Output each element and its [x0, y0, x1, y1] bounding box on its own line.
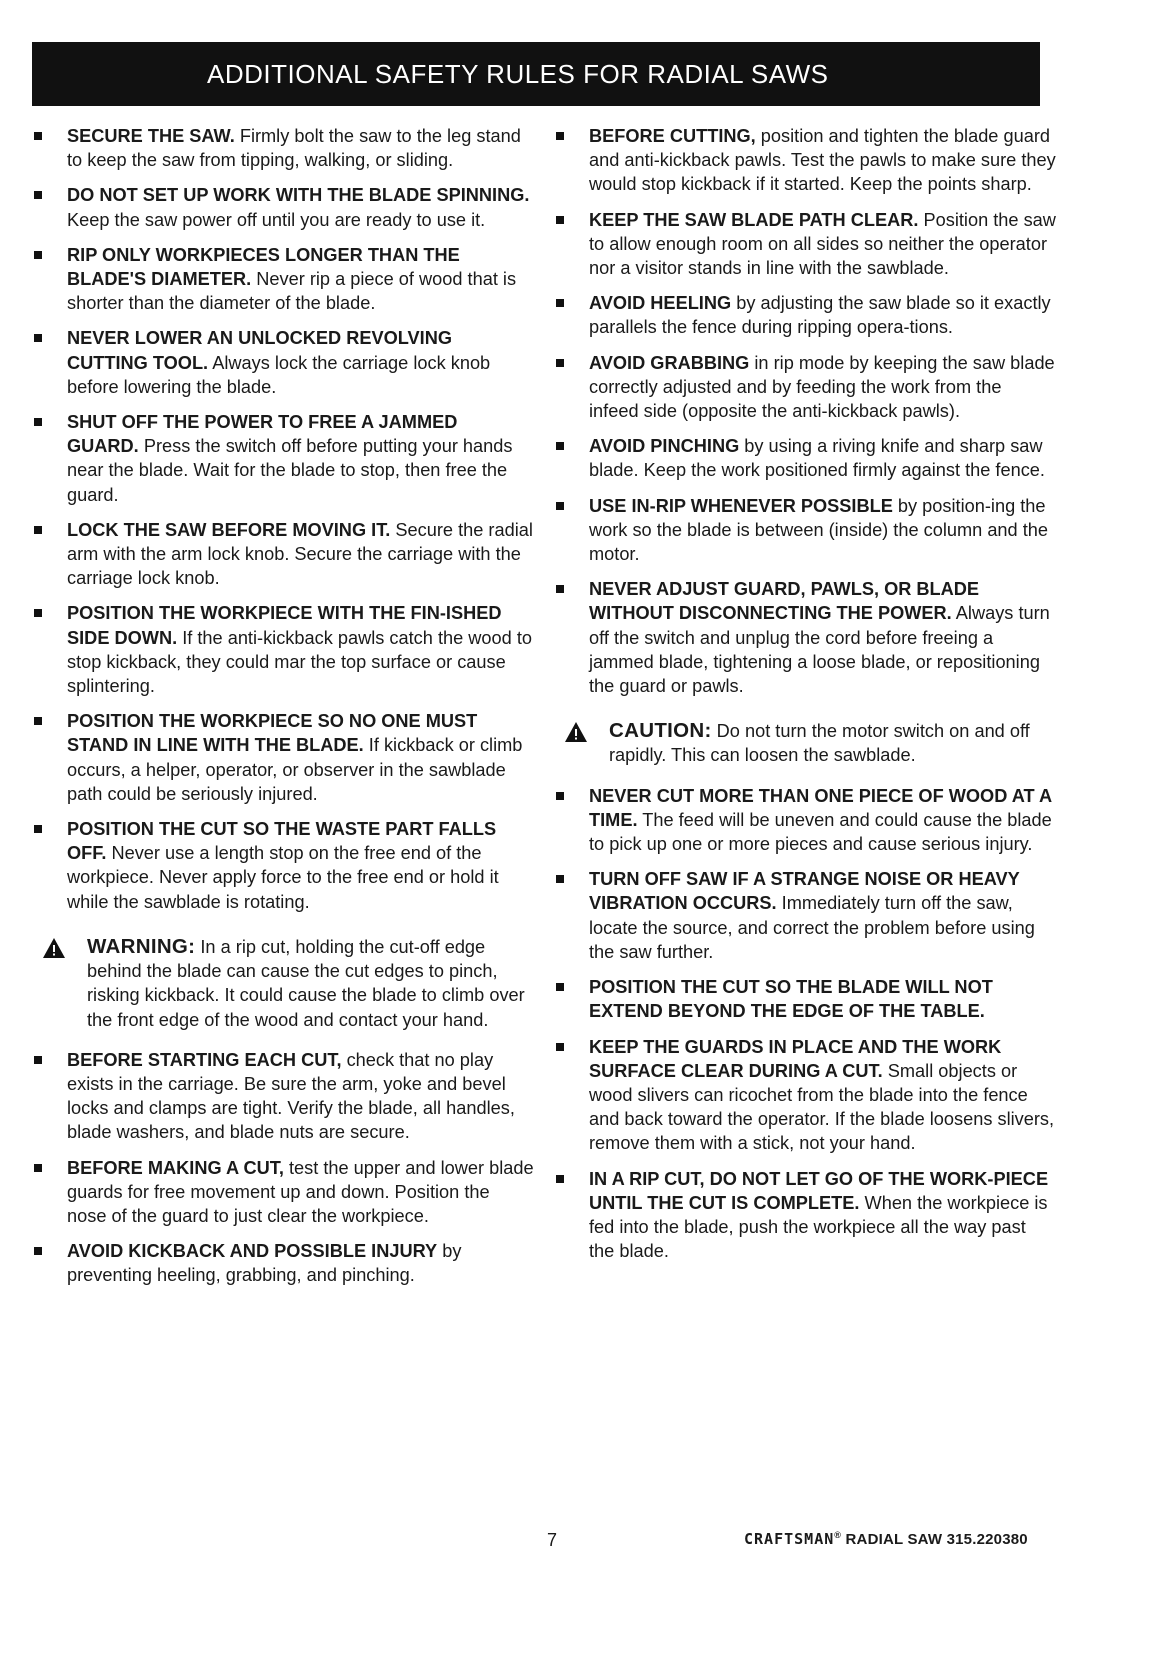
section-banner: [32, 42, 1040, 106]
square-bullet-icon: [556, 132, 564, 140]
square-bullet-icon: [556, 502, 564, 510]
rule-text: Position the saw to allow enough room on all sides so neither the operator nor a visitor stands in line with the sawblade.: [589, 209, 1056, 279]
rule-text: Never rip a piece of wood that is shorter than the diameter of the blade.: [67, 269, 517, 314]
rule-heading: AVOID PINCHING: [589, 436, 740, 457]
rule-text: Secure the radial arm with the arm lock knob. Secure the carriage with the carriage lock knob.: [67, 519, 533, 589]
rule-heading: RIP ONLY WORKPIECES LONGER THAN THE BLADE'S DIAMETER.: [67, 244, 460, 290]
square-bullet-icon: [34, 418, 42, 426]
rule-text: If kickback or climb occurs, a helper, operator, or observer in the sawblade path could be seriously injured.: [67, 735, 523, 804]
rule-heading: AVOID GRABBING: [589, 352, 750, 373]
square-bullet-icon: [34, 132, 42, 140]
square-bullet-icon: [34, 609, 42, 617]
square-bullet-icon: [556, 792, 564, 800]
section-title: ADDITIONAL SAFETY RULES FOR RADIAL SAWS: [207, 58, 829, 89]
rule-heading: KEEP THE SAW BLADE PATH CLEAR.: [589, 209, 919, 230]
safety-rule: [34, 410, 534, 507]
rule-text: When the workpiece is fed into the blade, push the workpiece all the way past the blade.: [589, 1192, 1048, 1262]
rule-heading: BEFORE STARTING EACH CUT,: [67, 1049, 342, 1070]
rule-heading: SECURE THE SAW.: [67, 126, 235, 146]
rule-heading: POSITION THE WORKPIECE WITH THE FIN-ISHED SIDE DOWN.: [67, 603, 502, 648]
square-bullet-icon: [556, 1043, 564, 1051]
safety-notice: [34, 935, 534, 1032]
square-bullet-icon: [34, 825, 42, 833]
rule-heading: NEVER LOWER AN UNLOCKED REVOLVING CUTTING TOOL.: [67, 328, 452, 373]
safety-rule: [556, 208, 1056, 281]
model-label: RADIAL SAW 315.220380: [845, 1531, 1028, 1548]
square-bullet-icon: [556, 359, 564, 367]
rule-text: by position-ing the work so the blade is between (inside) the column and the motor.: [589, 495, 1048, 565]
safety-rule: [556, 1167, 1056, 1264]
rule-text: Always lock the carriage lock knob before lowering the blade.: [67, 352, 491, 397]
square-bullet-icon: [556, 983, 564, 991]
safety-rule: [34, 1048, 534, 1145]
rule-text: The feed will be uneven and could cause the blade to pick up one or more pieces and cause serious injury.: [589, 809, 1052, 855]
square-bullet-icon: [556, 1175, 564, 1183]
square-bullet-icon: [34, 1247, 42, 1255]
rule-heading: KEEP THE GUARDS IN PLACE AND THE WORK SURFACE CLEAR DURING A CUT.: [589, 1036, 1002, 1081]
square-bullet-icon: [34, 717, 42, 725]
square-bullet-icon: [556, 875, 564, 883]
rule-heading: DO NOT SET UP WORK WITH THE BLADE SPINNING.: [67, 185, 530, 206]
rule-text: Always turn off the switch and unplug the cord before freeing a jammed blade, tightening a loose blade, or repositioning the guard or pawls.: [589, 603, 1050, 697]
safety-rule: [556, 291, 1056, 339]
rule-text: by using a riving knife and sharp saw blade. Keep the work positioned firmly against the fence.: [589, 436, 1045, 481]
notice-heading: CAUTION:: [609, 719, 712, 743]
square-bullet-icon: [34, 334, 42, 342]
safety-rule: [556, 124, 1056, 197]
safety-rule: [556, 867, 1056, 964]
safety-rule: [556, 1035, 1056, 1156]
square-bullet-icon: [34, 191, 42, 199]
safety-rule: [34, 601, 534, 698]
rule-heading: SHUT OFF THE POWER TO FREE A JAMMED GUARD.: [67, 412, 458, 457]
warning-triangle-icon: [564, 721, 588, 743]
square-bullet-icon: [34, 1164, 42, 1172]
rule-heading: IN A RIP CUT, DO NOT LET GO OF THE WORK-PIECE UNTIL THE CUT IS COMPLETE.: [589, 1168, 1049, 1213]
right-column: [556, 124, 1056, 1274]
safety-rule: [34, 183, 534, 231]
rule-heading: BEFORE CUTTING,: [589, 126, 756, 146]
safety-rule: [556, 975, 1056, 1023]
safety-rule: [556, 577, 1056, 698]
rule-text: Never use a length stop on the free end of the workpiece. Never apply force to the free end or hold it while the sawblade is rotating.: [67, 843, 499, 912]
safety-rule: [34, 518, 534, 591]
safety-rule: [34, 817, 534, 914]
safety-rule: [34, 243, 534, 316]
safety-rule: [34, 326, 534, 399]
rule-heading: NEVER ADJUST GUARD, PAWLS, OR BLADE WITHOUT DISCONNECTING THE POWER.: [589, 579, 980, 624]
rule-heading: USE IN-RIP WHENEVER POSSIBLE: [589, 495, 893, 516]
rule-text: Firmly bolt the saw to the leg stand to keep the saw from tipping, walking, or sliding.: [67, 126, 521, 171]
rule-heading: POSITION THE WORKPIECE SO NO ONE MUST STAND IN LINE WITH THE BLADE.: [67, 711, 478, 756]
rule-text: Press the switch off before putting your hands near the blade. Wait for the blade to stop, then free the guard.: [67, 436, 513, 505]
square-bullet-icon: [556, 216, 564, 224]
rule-heading: NEVER CUT MORE THAN ONE PIECE OF WOOD AT A TIME.: [589, 785, 1052, 830]
brand-logo: CRAFTSMAN: [744, 1530, 835, 1548]
rule-text: Keep the saw power off until you are ready to use it.: [67, 209, 486, 230]
square-bullet-icon: [556, 299, 564, 307]
square-bullet-icon: [34, 251, 42, 259]
rule-heading: AVOID KICKBACK AND POSSIBLE INJURY: [67, 1241, 438, 1262]
rule-text: test the upper and lower blade guards for free movement up and down. Position the nose of the guard to just clear the workpiece.: [67, 1157, 534, 1226]
rule-heading: POSITION THE CUT SO THE WASTE PART FALLS OFF.: [67, 819, 497, 864]
safety-rule: [556, 494, 1056, 567]
safety-rule: [34, 709, 534, 806]
rule-heading: TURN OFF SAW IF A STRANGE NOISE OR HEAVY VIBRATION OCCURS.: [589, 869, 1020, 914]
rule-text: in rip mode by keeping the saw blade correctly adjusted and by feeding the work from the infeed side (opposite the anti-kickback pawls).: [589, 352, 1055, 422]
rule-text: by adjusting the saw blade so it exactly parallels the fence during ripping opera-tions.: [589, 293, 1051, 338]
safety-rule: [556, 784, 1056, 857]
notice-text: Do not turn the motor switch on and off rapidly. This can loosen the sawblade.: [609, 721, 1030, 766]
rule-heading: LOCK THE SAW BEFORE MOVING IT.: [67, 519, 391, 540]
safety-rule: [556, 434, 1056, 482]
square-bullet-icon: [556, 585, 564, 593]
notice-text: In a rip cut, holding the cut-off edge behind the blade can cause the cut edges to pinch, risking kickback. It could cause the blade to climb over the front edge of the wood and contact your hand.: [87, 936, 525, 1030]
rule-heading: POSITION THE CUT SO THE BLADE WILL NOT EXTEND BEYOND THE EDGE OF THE TABLE.: [589, 977, 993, 1022]
square-bullet-icon: [556, 442, 564, 450]
footer-brand-model: [744, 1530, 1028, 1548]
rule-heading: AVOID HEELING: [589, 293, 732, 314]
square-bullet-icon: [34, 1056, 42, 1064]
left-column: [34, 124, 534, 1299]
rule-text: Small objects or wood slivers can ricochet from the blade into the fence and back toward the operator. If the blade loosens slivers, remove them with a stick, not your hand.: [589, 1060, 1055, 1154]
trademark: ®: [834, 1530, 842, 1540]
rule-text: check that no play exists in the carriage. Be sure the arm, yoke and bevel locks and clamps are tight. Verify the blade, all handles, blade washers, and blade nuts are secure.: [67, 1049, 515, 1143]
square-bullet-icon: [34, 526, 42, 534]
safety-rule: [34, 124, 534, 172]
rule-text: position and tighten the blade guard and anti-kickback pawls. Test the pawls to make sure they would stop kickback if it started. Keep the points sharp.: [589, 126, 1056, 195]
rule-text: If the anti-kickback pawls catch the wood to stop kickback, they could mar the top surface or cause splintering.: [67, 627, 532, 697]
warning-triangle-icon: [42, 937, 66, 959]
page-number: 7: [547, 1530, 558, 1550]
safety-rule: [34, 1239, 534, 1287]
rule-heading: BEFORE MAKING A CUT,: [67, 1157, 284, 1178]
safety-rule: [34, 1156, 534, 1229]
rule-text: by preventing heeling, grabbing, and pinching.: [67, 1241, 462, 1286]
safety-rule: [556, 351, 1056, 424]
rule-text: Immediately turn off the saw, locate the source, and correct the problem before using the saw further.: [589, 893, 1035, 962]
notice-heading: WARNING:: [87, 934, 196, 958]
safety-notice: [556, 719, 1056, 767]
